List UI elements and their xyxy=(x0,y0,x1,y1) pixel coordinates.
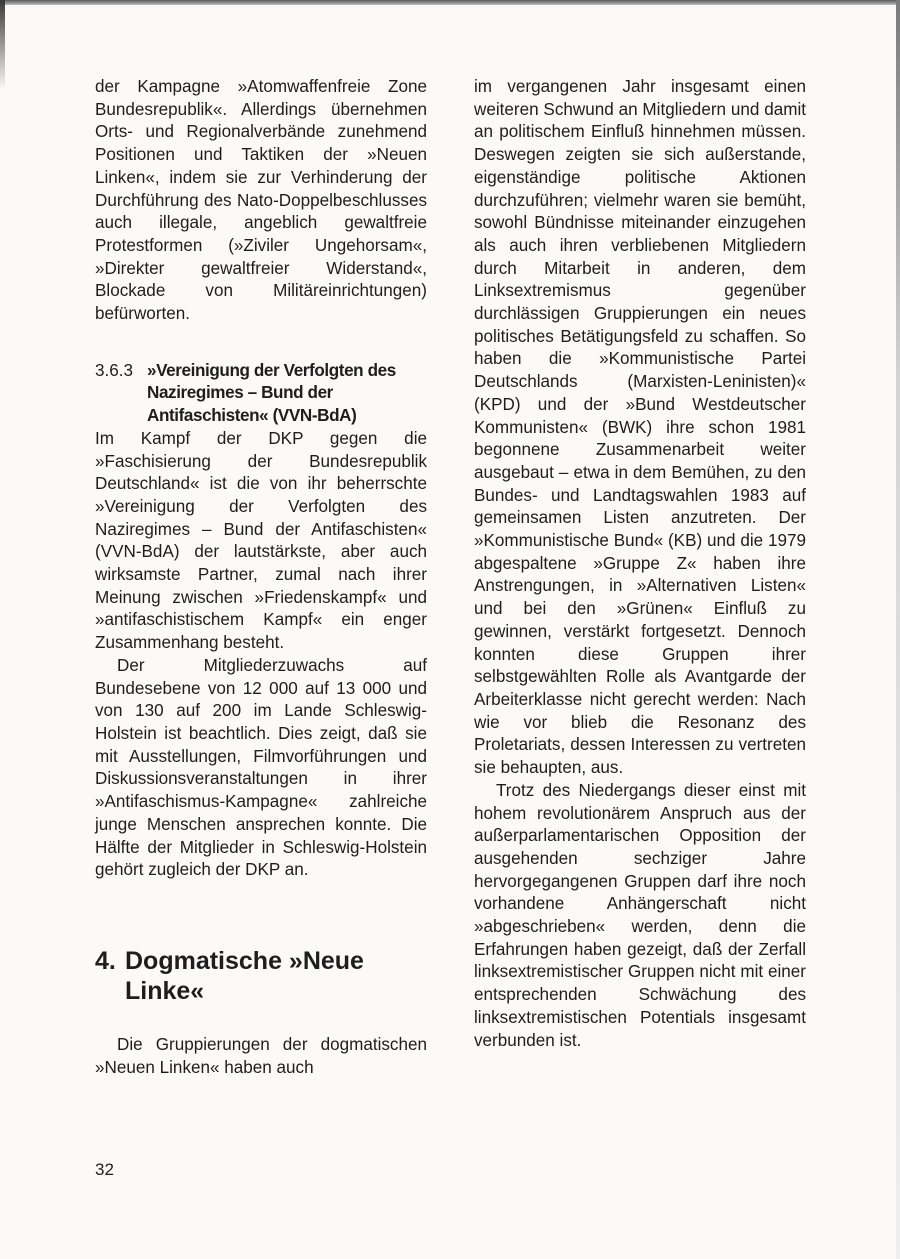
paragraph-chapter-intro: Die Gruppierungen der dogmatischen »Neuen Linken« haben auch xyxy=(95,1034,427,1077)
chapter-title: Dogmatische »Neue Linke« xyxy=(125,946,364,1005)
paragraph-intro: der Kampagne »Atomwaffenfreie Zone Bundesrepublik«. Allerdings übernehmen Orts- und Regionalverbände zunehmend Positionen und Taktiken der »Neuen Linken«, indem sie zur Verhinderung der Durchführung des Nato-Doppelbeschlusses auch illegale, angeblich gewaltfreie Protestformen (»Ziviler Ungehorsam«, »Direkter gewaltfreier Widerstand«, Blockade von Militäreinrichtungen) befürworten. xyxy=(95,77,427,324)
paragraph-kampf: Im Kampf der DKP gegen die »Faschisierung der Bundesrepublik Deutschland« ist die von ihr beherrschte »Vereinigung der Verfolgten des Naziregimes – Bund der Antifaschisten« (VVN-BdA) der lautstärkste, aber auch wirksamste Partner, zumal nach ihrer Meinung zwischen »Friedenskampf« und »antifaschistischem Kampf« ein enger Zusammenhang besteht. xyxy=(95,428,427,653)
paragraph-trotz: Trotz des Niedergangs dieser einst mit hohem revolutionärem Anspruch aus der außerparlamentarischen Opposition der ausgehenden sechziger Jahre hervorgegangenen Gruppen darf ihre noch vorhandene Anhängerschaft nicht »abgeschrieben« werden, denn die Erfahrungen haben gezeigt, daß der Zerfall linksextremistischer Gruppen nicht mit einer entsprechenden Schwächung des linksextremistischen Potentials insgesamt verbunden ist. xyxy=(474,780,806,1050)
paragraph-mitglieder: Der Mitgliederzuwachs auf Bundesebene von 12 000 auf 13 000 und von 130 auf 200 im Lande Schleswig-Holstein ist beachtlich. Dies zeigt, daß sie mit Ausstellungen, Filmvorführungen und Diskussionsveranstaltungen in ihrer »Antifaschismus-Kampagne« zahlreiche junge Menschen ansprechen konnte. Die Hälfte der Mitglieder in Schleswig-Holstein gehört zugleich der DKP an. xyxy=(95,655,427,880)
chapter-heading xyxy=(95,946,427,1006)
right-column xyxy=(474,76,806,1052)
page-number: 32 xyxy=(95,1160,114,1179)
section-heading xyxy=(95,360,427,428)
paragraph-continued: im vergangenen Jahr insgesamt einen weiteren Schwund an Mitgliedern und damit an politischem Einfluß hinnehmen müssen. Deswegen zeigten sie sich außerstande, eigenständige politische Aktionen durchzuführen; vielmehr waren sie bemüht, sowohl Bündnisse miteinander einzugehen als auch ihren verbliebenen Mitgliedern durch Mitarbeit in anderen, dem Linksextremismus gegenüber durchlässigen Gruppierungen ein neues politisches Betätigungsfeld zu schaffen. So haben die »Kommunistische Partei Deutschlands (Marxisten-Leninisten)« (KPD) und der »Bund Westdeutscher Kommunisten« (BWK) ihre schon 1981 begonnene Zusammenarbeit weiter ausgebaut – etwa in dem Bemühen, zu den Bundes- und Landtagswahlen 1983 auf gemeinsamen Listen anzutreten. Der »Kommunistische Bund« (KB) und die 1979 abgespaltene »Gruppe Z« haben ihre Anstrengungen, in »Alternativen Listen« und bei den »Grünen« Einfluß zu gewinnen, verstärkt fortgesetzt. Dennoch konnten diese Gruppen ihrer selbstgewählten Rolle als Avantgarde der Arbeiterklasse nicht gerecht werden: Nach wie vor blieb die Resonanz des Proletariats, dessen Interessen zu vertreten sie behaupten, aus. xyxy=(474,77,806,778)
scan-edge-right xyxy=(896,0,900,1259)
chapter-number: 4. xyxy=(95,946,116,975)
section-number: 3.6.3 xyxy=(95,360,134,380)
scan-edge-top xyxy=(0,0,900,5)
scan-edge-left xyxy=(0,0,5,90)
left-column xyxy=(95,76,427,1079)
section-title: »Vereinigung der Verfolgten des Naziregimes – Bund der Antifaschisten« (VVN-BdA) xyxy=(147,360,396,426)
